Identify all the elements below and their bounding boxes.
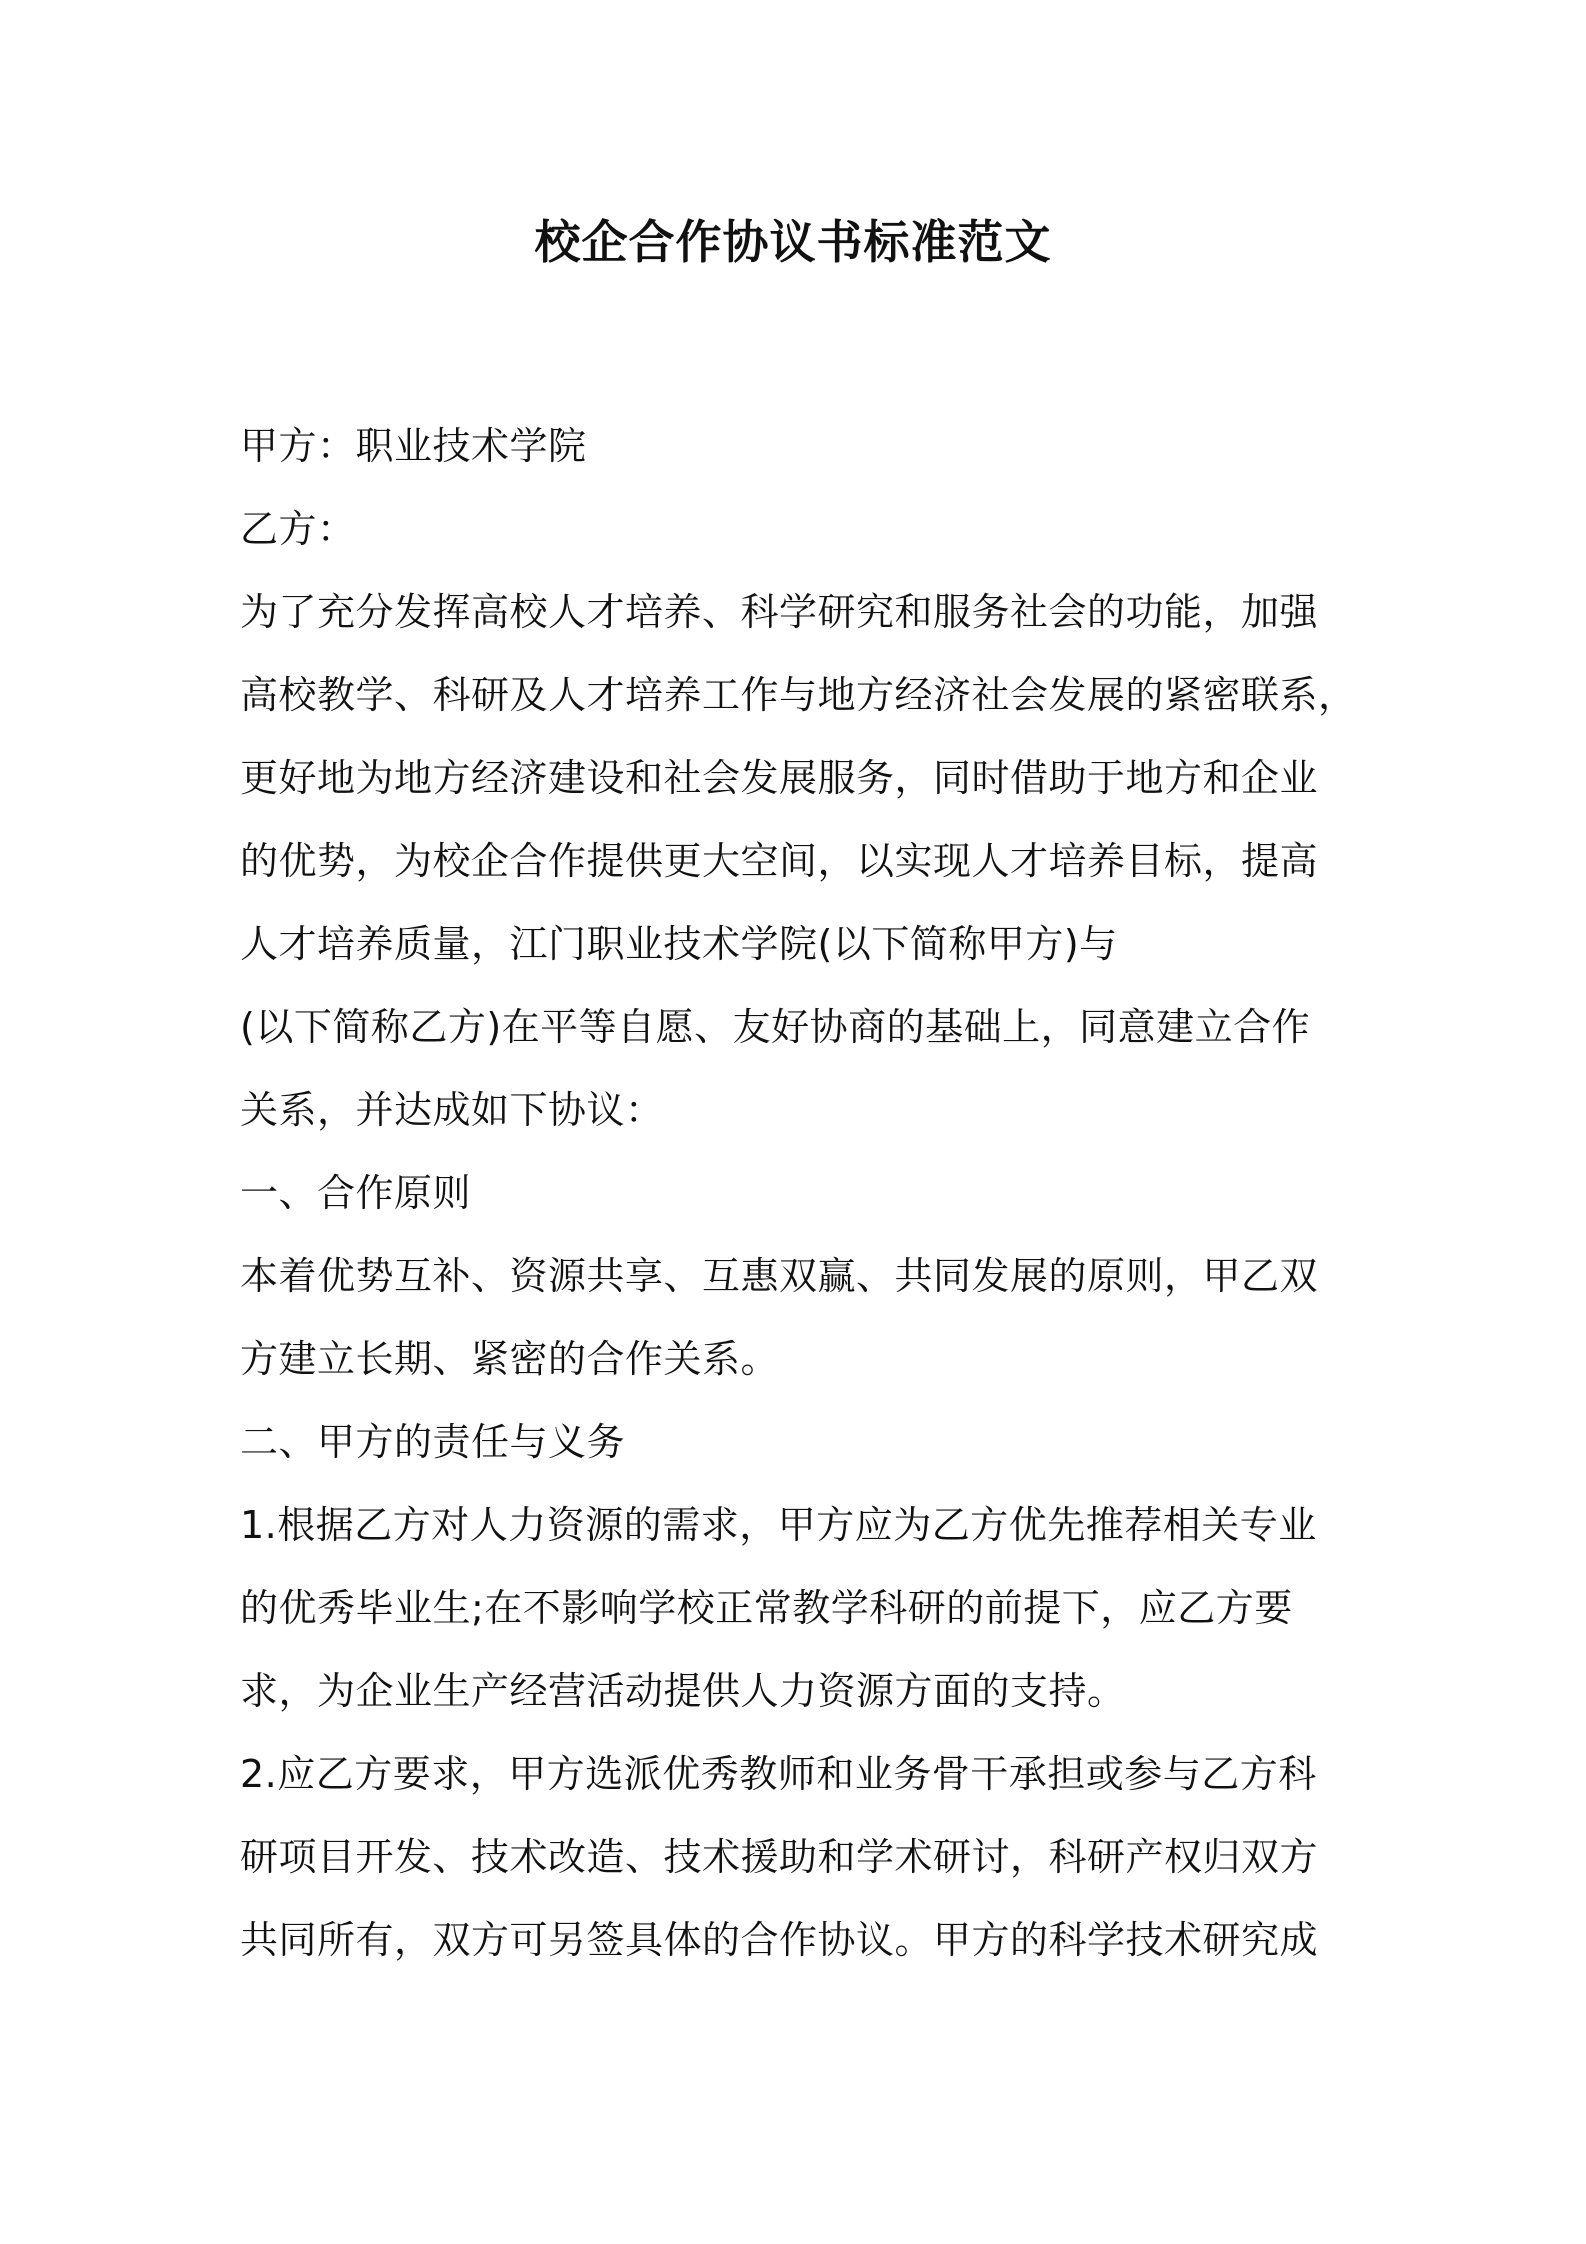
- section-1-line-2: 方建立长期、紧密的合作关系。: [240, 1337, 780, 1381]
- section-heading-1: 一、合作原则: [240, 1171, 472, 1215]
- preamble-line-2: 高校教学、科研及人才培养工作与地方经济社会发展的紧密联系，: [240, 673, 1357, 717]
- preamble-line-3: 更好地为地方经济建设和社会发展服务，同时借助于地方和企业: [240, 756, 1319, 800]
- section-2-line-3: 求，为企业生产经营活动提供人力资源方面的支持。: [240, 1669, 1126, 1713]
- preamble-line-1: 为了充分发挥高校人才培养、科学研究和服务社会的功能，加强: [240, 590, 1319, 634]
- document-title: 校企合作协议书标准范文: [534, 215, 1052, 269]
- preamble-line-4: 的优势，为校企合作提供更大空间，以实现人才培养目标，提高: [240, 839, 1319, 883]
- preamble-line-7: 关系，并达成如下协议：: [240, 1088, 664, 1132]
- section-2-line-5: 研项目开发、技术改造、技术援助和学术研讨，科研产权归双方: [240, 1835, 1319, 1879]
- party-a-line: 甲方：职业技术学院: [240, 424, 587, 468]
- party-b-line: 乙方：: [240, 507, 356, 551]
- section-2-line-2: 的优秀毕业生;在不影响学校正常教学科研的前提下，应乙方要: [240, 1586, 1293, 1630]
- section-2-line-4: 2.应乙方要求，甲方选派优秀教师和业务骨干承担或参与乙方科: [240, 1752, 1317, 1796]
- document-body: [240, 405, 1360, 1982]
- section-heading-2: 二、甲方的责任与义务: [240, 1420, 626, 1464]
- preamble-line-6: (以下简称乙方)在平等自愿、友好协商的基础上，同意建立合作: [240, 1005, 1311, 1049]
- section-1-line-1: 本着优势互补、资源共享、互惠双赢、共同发展的原则，甲乙双: [240, 1254, 1319, 1298]
- preamble-line-5: 人才培养质量，江门职业技术学院(以下简称甲方)与: [240, 922, 1118, 966]
- section-2-line-6: 共同所有，双方可另签具体的合作协议。甲方的科学技术研究成: [240, 1918, 1319, 1962]
- section-2-line-1: 1.根据乙方对人力资源的需求，甲方应为乙方优先推荐相关专业: [240, 1503, 1317, 1547]
